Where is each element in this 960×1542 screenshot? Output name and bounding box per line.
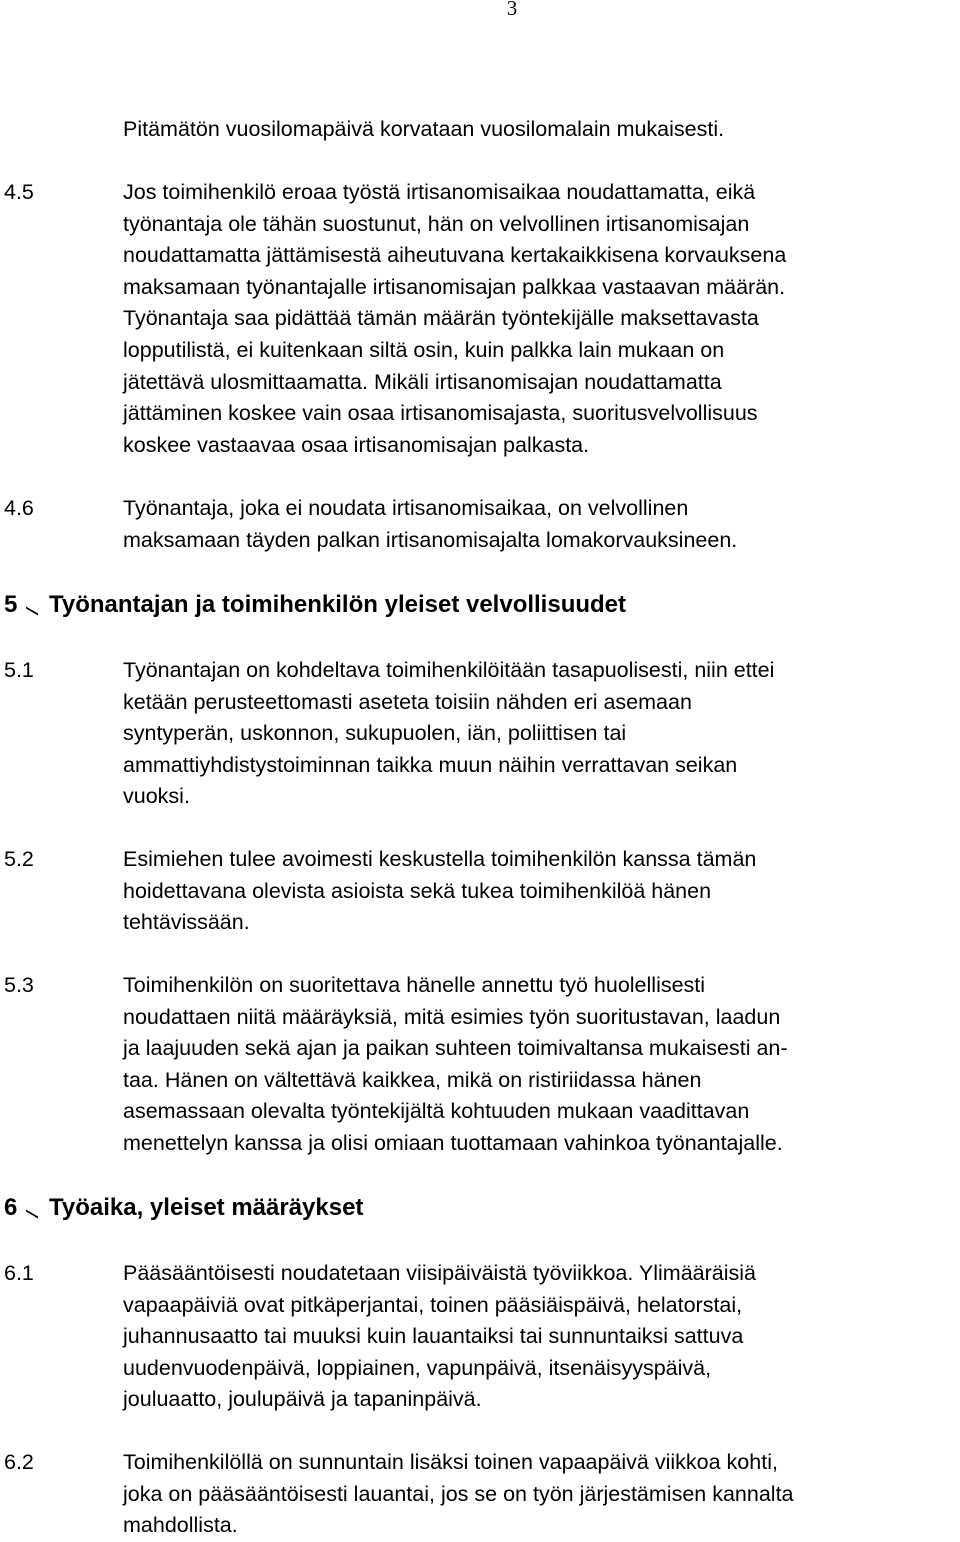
text-line: työnantaja ole tähän suostunut, hän on velvollinen irtisanomisajan	[123, 211, 750, 236]
text-line: noudattamatta jättämisestä aiheutuvana kertakaikkisena korvauksena	[123, 243, 787, 268]
text-line: vuoksi.	[123, 784, 190, 809]
heading-separator	[26, 1199, 38, 1218]
section-body	[123, 1258, 958, 1416]
heading-text: Työaika, yleiset määräykset	[49, 1194, 364, 1221]
section-heading-6	[4, 1193, 363, 1223]
text-line: joka on pääsääntöisesti lauantai, jos se on työn järjestämisen kannalta	[123, 1481, 794, 1506]
text-line: menettelyn kanssa ja olisi omiaan tuottamaan vahinkoa työnantajalle.	[123, 1130, 783, 1155]
section-body	[123, 844, 958, 939]
section-number: 6.2	[4, 1450, 34, 1474]
text-line: jätettävä ulosmittaamatta. Mikäli irtisanomisajan noudattamatta	[123, 369, 722, 394]
section-number: 4.6	[4, 496, 34, 520]
text-line: taa. Hänen on vältettävä kaikkea, mikä on ristiriidassa hänen	[123, 1067, 702, 1092]
section-body	[123, 177, 958, 461]
text-line: ammattiyhdistystoiminnan taikka muun näihin verrattavan seikan	[123, 752, 738, 777]
text-line: lopputilistä, ei kuitenkaan siltä osin, kuin palkka lain mukaan on	[123, 337, 725, 362]
heading-number: 5	[4, 591, 18, 618]
text-line: mahdollista.	[123, 1513, 238, 1538]
text-line: noudattaen niitä määräyksiä, mitä esimies työn suoritustavan, laadun	[123, 1004, 781, 1029]
heading-number: 6	[4, 1194, 18, 1221]
section-body	[123, 655, 958, 813]
text-line: tehtävissään.	[123, 910, 250, 935]
text-line: Työnantaja, joka ei noudata irtisanomisaikaa, on velvollinen	[123, 496, 689, 520]
section-body	[123, 493, 958, 556]
text-line: syntyperän, uskonnon, sukupuolen, iän, poliittisen tai	[123, 721, 627, 746]
text-line: Toimihenkilöllä on sunnuntain lisäksi toinen vapaapäivä viikkoa kohti,	[123, 1450, 778, 1474]
text-line: hoidettavana olevista asioista sekä tukea toimihenkilöä hänen	[123, 878, 712, 903]
heading-separator	[26, 596, 38, 615]
text-line: Esimiehen tulee avoimesti keskustella toimihenkilön kanssa tämän	[123, 847, 757, 871]
section-number: 5.1	[4, 658, 34, 682]
heading-text: Työnantajan ja toimihenkilön yleiset velvollisuudet	[49, 591, 627, 618]
text-line: koskee vastaavaa osaa irtisanomisajan palkasta.	[123, 432, 590, 457]
section-number: 5.3	[4, 973, 34, 997]
section-body	[123, 1447, 958, 1542]
text-line: maksamaan työnantajalle irtisanomisajan palkkaa vastaavan määrän.	[123, 274, 786, 299]
text-line: Pitämätön vuosilomapäivä korvataan vuosilomalain mukaisesti.	[123, 117, 725, 141]
section-number: 4.5	[4, 180, 34, 204]
text-line: uudenvuodenpäivä, loppiainen, vapunpäivä, itsenäisyyspäivä,	[123, 1355, 712, 1380]
text-line: Pääsääntöisesti noudatetaan viisipäiväistä työviikkoa. Ylimääräisiä	[123, 1261, 757, 1285]
section-body	[123, 970, 958, 1160]
text-line: Jos toimihenkilö eroaa työstä irtisanomisaikaa noudattamatta, eikä	[123, 180, 756, 204]
section-body	[123, 114, 958, 146]
text-line: vapaapäiviä ovat pitkäperjantai, toinen pääsiäispäivä, helatorstai,	[123, 1292, 743, 1317]
page-number: 3	[506, 0, 518, 20]
text-line: Työnantaja saa pidättää tämän määrän työntekijälle maksettavasta	[123, 306, 759, 331]
section-number: 6.1	[4, 1261, 34, 1285]
text-line: ketään perusteettomasti aseteta toisiin nähden eri asemaan	[123, 689, 692, 714]
text-line: Työnantajan on kohdeltava toimihenkilöitään tasapuolisesti, niin ettei	[123, 658, 775, 682]
text-line: jättäminen koskee vain osaa irtisanomisajasta, suoritusvelvollisuus	[123, 401, 758, 426]
text-line: ja laajuuden sekä ajan ja paikan suhteen toimivaltansa mukaisesti an-	[123, 1036, 788, 1061]
text-line: maksamaan täyden palkan irtisanomisajalta lomakorvauksineen.	[123, 527, 738, 552]
section-heading-5	[4, 590, 626, 620]
text-line: juhannusaatto tai muuksi kuin lauantaiksi tai sunnuntaiksi sattuva	[123, 1324, 744, 1349]
text-line: asemassaan olevalta työntekijältä kohtuuden mukaan vaadittavan	[123, 1099, 750, 1124]
section-number: 5.2	[4, 847, 34, 871]
text-line: jouluaatto, joulupäivä ja tapaninpäivä.	[123, 1387, 482, 1412]
text-line: Toimihenkilön on suoritettava hänelle annettu työ huolellisesti	[123, 973, 706, 997]
